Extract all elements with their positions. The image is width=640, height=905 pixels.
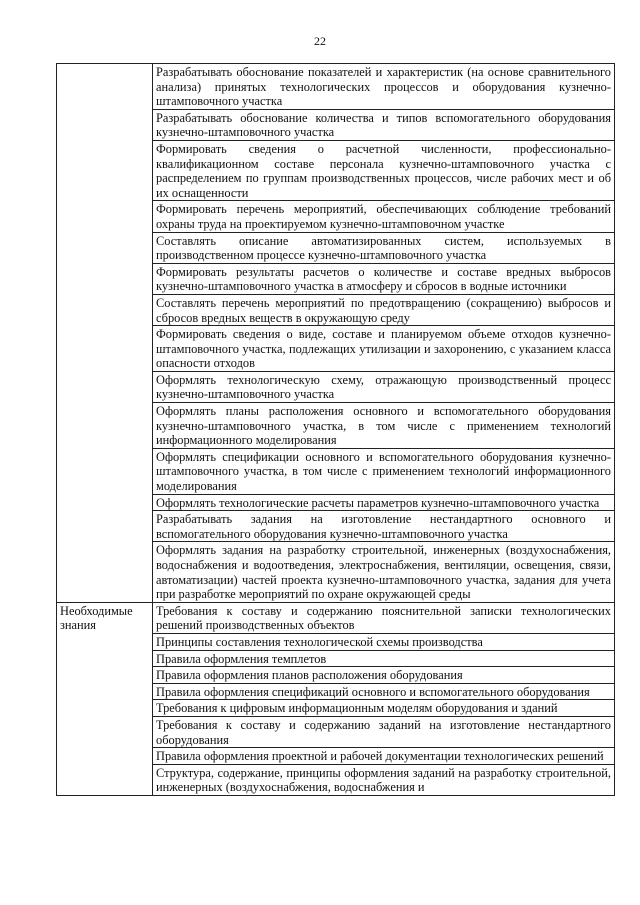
table-row [57,64,615,110]
table-cell: Составлять перечень мероприятий по предотвращению (сокращению) выбросов и сбросов вредных веществ в окружающую среду [153,294,615,325]
table-cell: Составлять описание автоматизированных систем, используемых в производственном процессе кузнечно-штамповочного участка [153,232,615,263]
table-cell: Формировать сведения о виде, составе и планируемом объеме отходов кузнечно-штамповочного участка, подлежащих утилизации и захоронению, с указанием класса опасности отходов [153,326,615,372]
table-cell: Оформлять планы расположения основного и вспомогательного оборудования кузнечно-штамповочного участка, в том числе с применением технологий информационного моделирования [153,403,615,449]
table-cell: Требования к составу и содержанию заданий на изготовление нестандартного оборудования [153,716,615,747]
table-cell: Разрабатывать задания на изготовление нестандартного основного и вспомогательного оборудования кузнечно-штамповочного участка [153,511,615,542]
table-cell: Требования к цифровым информационным моделям оборудования и зданий [153,700,615,717]
table-cell: Структура, содержание, принципы оформления заданий на разработку строительной, инженерных (воздухоснабжения, водоснабжения и [153,764,615,795]
table-cell: Оформлять технологические расчеты параметров кузнечно-штамповочного участка [153,494,615,511]
section-label-cell [57,64,153,603]
table-cell: Правила оформления спецификаций основного и вспомогательного оборудования [153,683,615,700]
table-cell: Формировать результаты расчетов о количестве и составе вредных выбросов кузнечно-штамповочного участка в атмосферу и сбросов в водные источники [153,263,615,294]
table-cell: Правила оформления планов расположения оборудования [153,667,615,684]
table-cell: Формировать перечень мероприятий, обеспечивающих соблюдение требований охраны труда на проектируемом кузнечно-штамповочном участке [153,201,615,232]
requirements-table [56,63,615,796]
table-cell: Принципы составления технологической схемы производства [153,633,615,650]
table-cell: Оформлять задания на разработку строительной, инженерных (воздухоснабжения, водоснабжения и водоотведения, электроснабжения, вентиляции, освещения, связи, автоматизации) частей проекта кузнечно-штамповочного участка, задания для учета при разработке мероприятий по охране окружающей среды [153,542,615,602]
section-label: Необходимые знания [60,603,133,633]
table-cell: Оформлять технологическую схему, отражающую производственный процесс кузнечно-штамповочного участка [153,371,615,402]
table-cell: Формировать сведения о расчетной численности, профессионально-квалификационном составе персонала кузнечно-штамповочного участка с распределением по группам производственных процессов, числе рабочих мест и об их оснащенности [153,140,615,200]
table-row [57,602,615,633]
section-label-cell [57,602,153,795]
table-cell: Оформлять спецификации основного и вспомогательного оборудования кузнечно-штамповочного участка, в том числе с применением технологий информационного моделирования [153,448,615,494]
page-number: 22 [314,34,326,48]
table-cell: Правила оформления проектной и рабочей документации технологических решений [153,748,615,765]
table-cell: Разрабатывать обоснование количества и типов вспомогательного оборудования кузнечно-штамповочного участка [153,109,615,140]
table-cell: Правила оформления темплетов [153,650,615,667]
table-cell: Разрабатывать обоснование показателей и характеристик (на основе сравнительного анализа) принятых технологических процессов и оборудования кузнечно-штамповочного участка [153,64,615,110]
table-cell: Требования к составу и содержанию пояснительной записки технологических решений производственных объектов [153,602,615,633]
